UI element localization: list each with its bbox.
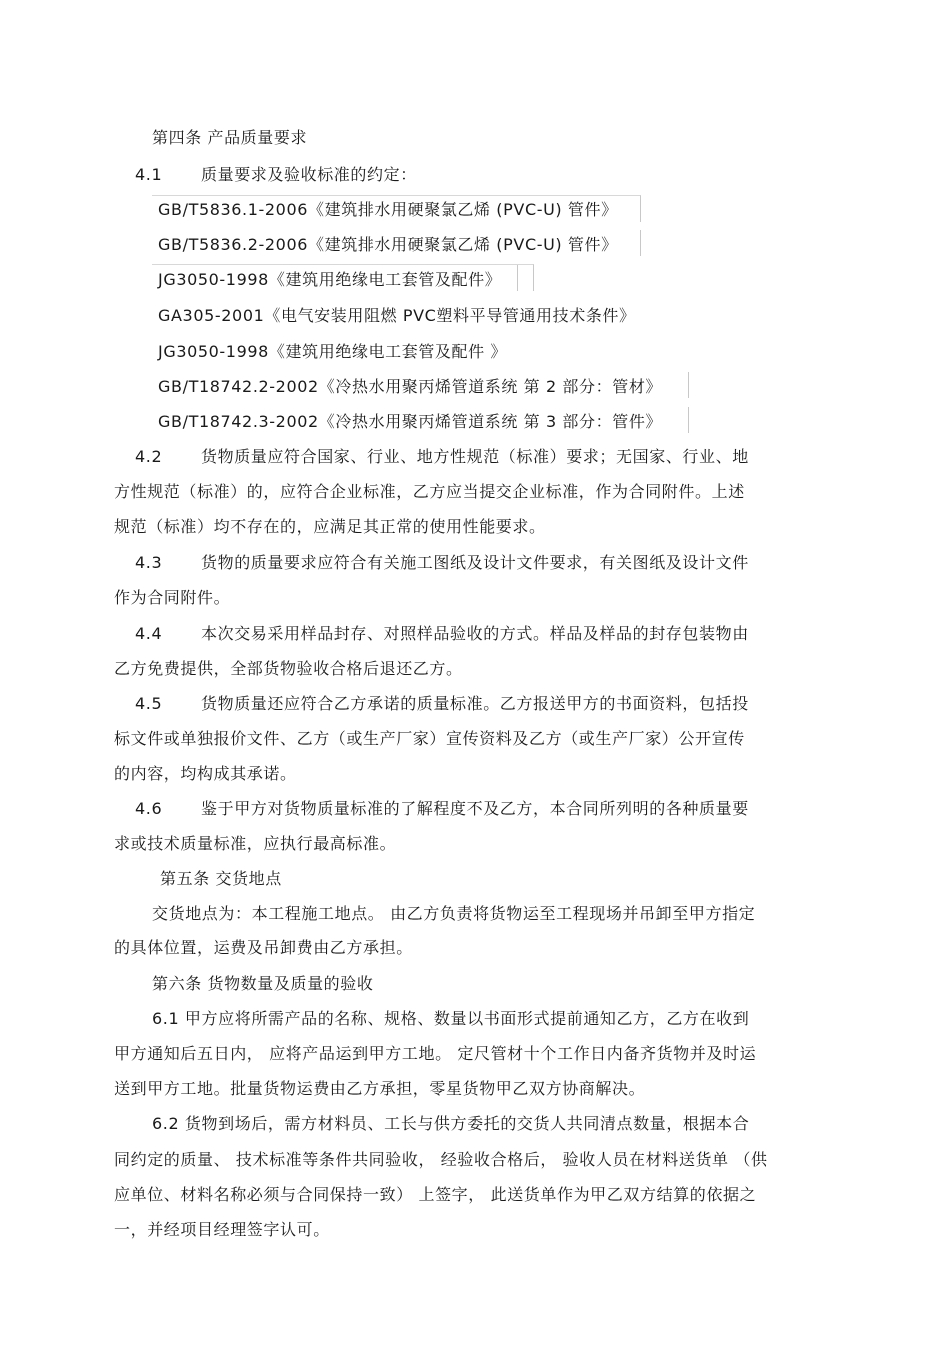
clause-number: 4.3 bbox=[135, 553, 163, 572]
clause-4-5 bbox=[135, 694, 749, 714]
clause-4-1 bbox=[135, 165, 417, 185]
standard-item: JG3050-1998《建筑用绝缘电工套管及配件》 bbox=[158, 270, 502, 289]
clause-number: 4.6 bbox=[135, 799, 163, 818]
clause-number: 4.4 bbox=[135, 624, 163, 643]
clause-4-5-line-3: 的内容，均构成其承诺。 bbox=[114, 764, 297, 783]
clause-number: 4.5 bbox=[135, 694, 163, 713]
clause-4-5-line-2: 标文件或单独报价文件、乙方（或生产厂家）宣传资料及乙方（或生产厂家）公开宣传 bbox=[114, 729, 745, 748]
clause-6-1-line-3: 送到甲方工地。批量货物运费由乙方承担，零星货物甲乙双方协商解决。 bbox=[114, 1079, 646, 1098]
clause-4-2 bbox=[135, 447, 749, 467]
clause-6-1-line-2: 甲方通知后五日内， 应将产品运到甲方工地。 定尺管材十个工作日内备齐货物并及时运 bbox=[114, 1044, 757, 1063]
clause-6-2-line-1: 6.2 货物到场后，需方材料员、工长与供方委托的交货人共同清点数量，根据本合 bbox=[152, 1114, 750, 1133]
standard-item: JG3050-1998《建筑用绝缘电工套管及配件 》 bbox=[158, 342, 508, 361]
clause-4-3 bbox=[135, 553, 749, 573]
clause-number: 4.1 bbox=[135, 165, 163, 184]
table-cell-border bbox=[517, 264, 534, 291]
standard-item: GA305-2001《电气安装用阻燃 PVC塑料平导管通用技术条件》 bbox=[158, 306, 636, 325]
clause-6-2-line-3: 应单位、材料名称必须与合同保持一致） 上签字， 此送货单作为甲乙双方结算的依据之 bbox=[114, 1185, 757, 1204]
clause-6-1-line-1: 6.1 甲方应将所需产品的名称、规格、数量以书面形式提前通知乙方，乙方在收到 bbox=[152, 1009, 750, 1028]
article-5-text-line-2: 的具体位置，运费及吊卸费由乙方承担。 bbox=[114, 938, 413, 957]
standard-item: GB/T5836.2-2006《建筑排水用硬聚氯乙烯 (PVC-U) 管件》 bbox=[158, 235, 618, 254]
clause-text: 鉴于甲方对货物质量标准的了解程度不及乙方，本合同所列明的各种质量要 bbox=[201, 799, 749, 818]
article-4-heading: 第四条 产品质量要求 bbox=[152, 128, 308, 147]
standard-item: GB/T18742.2-2002《冷热水用聚丙烯管道系统 第 2 部分：管材》 bbox=[158, 377, 663, 396]
clause-text: 质量要求及验收标准的约定： bbox=[201, 165, 417, 184]
article-5-heading: 第五条 交货地点 bbox=[160, 869, 282, 888]
clause-number: 4.2 bbox=[135, 447, 163, 466]
clause-6-2-line-2: 同约定的质量、 技术标准等条件共同验收， 经验收合格后， 验收人员在材料送货单 （供 bbox=[114, 1150, 768, 1169]
clause-text: 货物的质量要求应符合有关施工图纸及设计文件要求，有关图纸及设计文件 bbox=[201, 553, 749, 572]
clause-4-6-line-2: 求或技术质量标准，应执行最高标准。 bbox=[114, 834, 397, 853]
clause-text: 货物质量应符合国家、行业、地方性规范（标准）要求；无国家、行业、地 bbox=[201, 447, 749, 466]
standard-item: GB/T18742.3-2002《冷热水用聚丙烯管道系统 第 3 部分：管件》 bbox=[158, 412, 663, 431]
standard-item: GB/T5836.1-2006《建筑排水用硬聚氯乙烯 (PVC-U) 管件》 bbox=[158, 200, 618, 219]
clause-4-4-line-2: 乙方免费提供，全部货物验收合格后退还乙方。 bbox=[114, 659, 463, 678]
clause-4-4 bbox=[135, 624, 749, 644]
clause-text: 本次交易采用样品封存、对照样品验收的方式。样品及样品的封存包装物由 bbox=[201, 624, 749, 643]
clause-4-2-line-3: 规范（标准）均不存在的，应满足其正常的使用性能要求。 bbox=[114, 517, 546, 536]
article-6-heading: 第六条 货物数量及质量的验收 bbox=[152, 974, 374, 993]
article-5-text-line-1: 交货地点为：本工程施工地点。 由乙方负责将货物运至工程现场并吊卸至甲方指定 bbox=[152, 904, 756, 923]
clause-text: 货物质量还应符合乙方承诺的质量标准。乙方报送甲方的书面资料，包括投 bbox=[201, 694, 749, 713]
clause-4-3-line-2: 作为合同附件。 bbox=[114, 588, 231, 607]
clause-4-2-line-2: 方性规范（标准）的，应符合企业标准，乙方应当提交企业标准，作为合同附件。上述 bbox=[114, 482, 745, 501]
clause-6-2-line-4: 一，并经项目经理签字认可。 bbox=[114, 1220, 330, 1239]
clause-4-6 bbox=[135, 799, 749, 819]
